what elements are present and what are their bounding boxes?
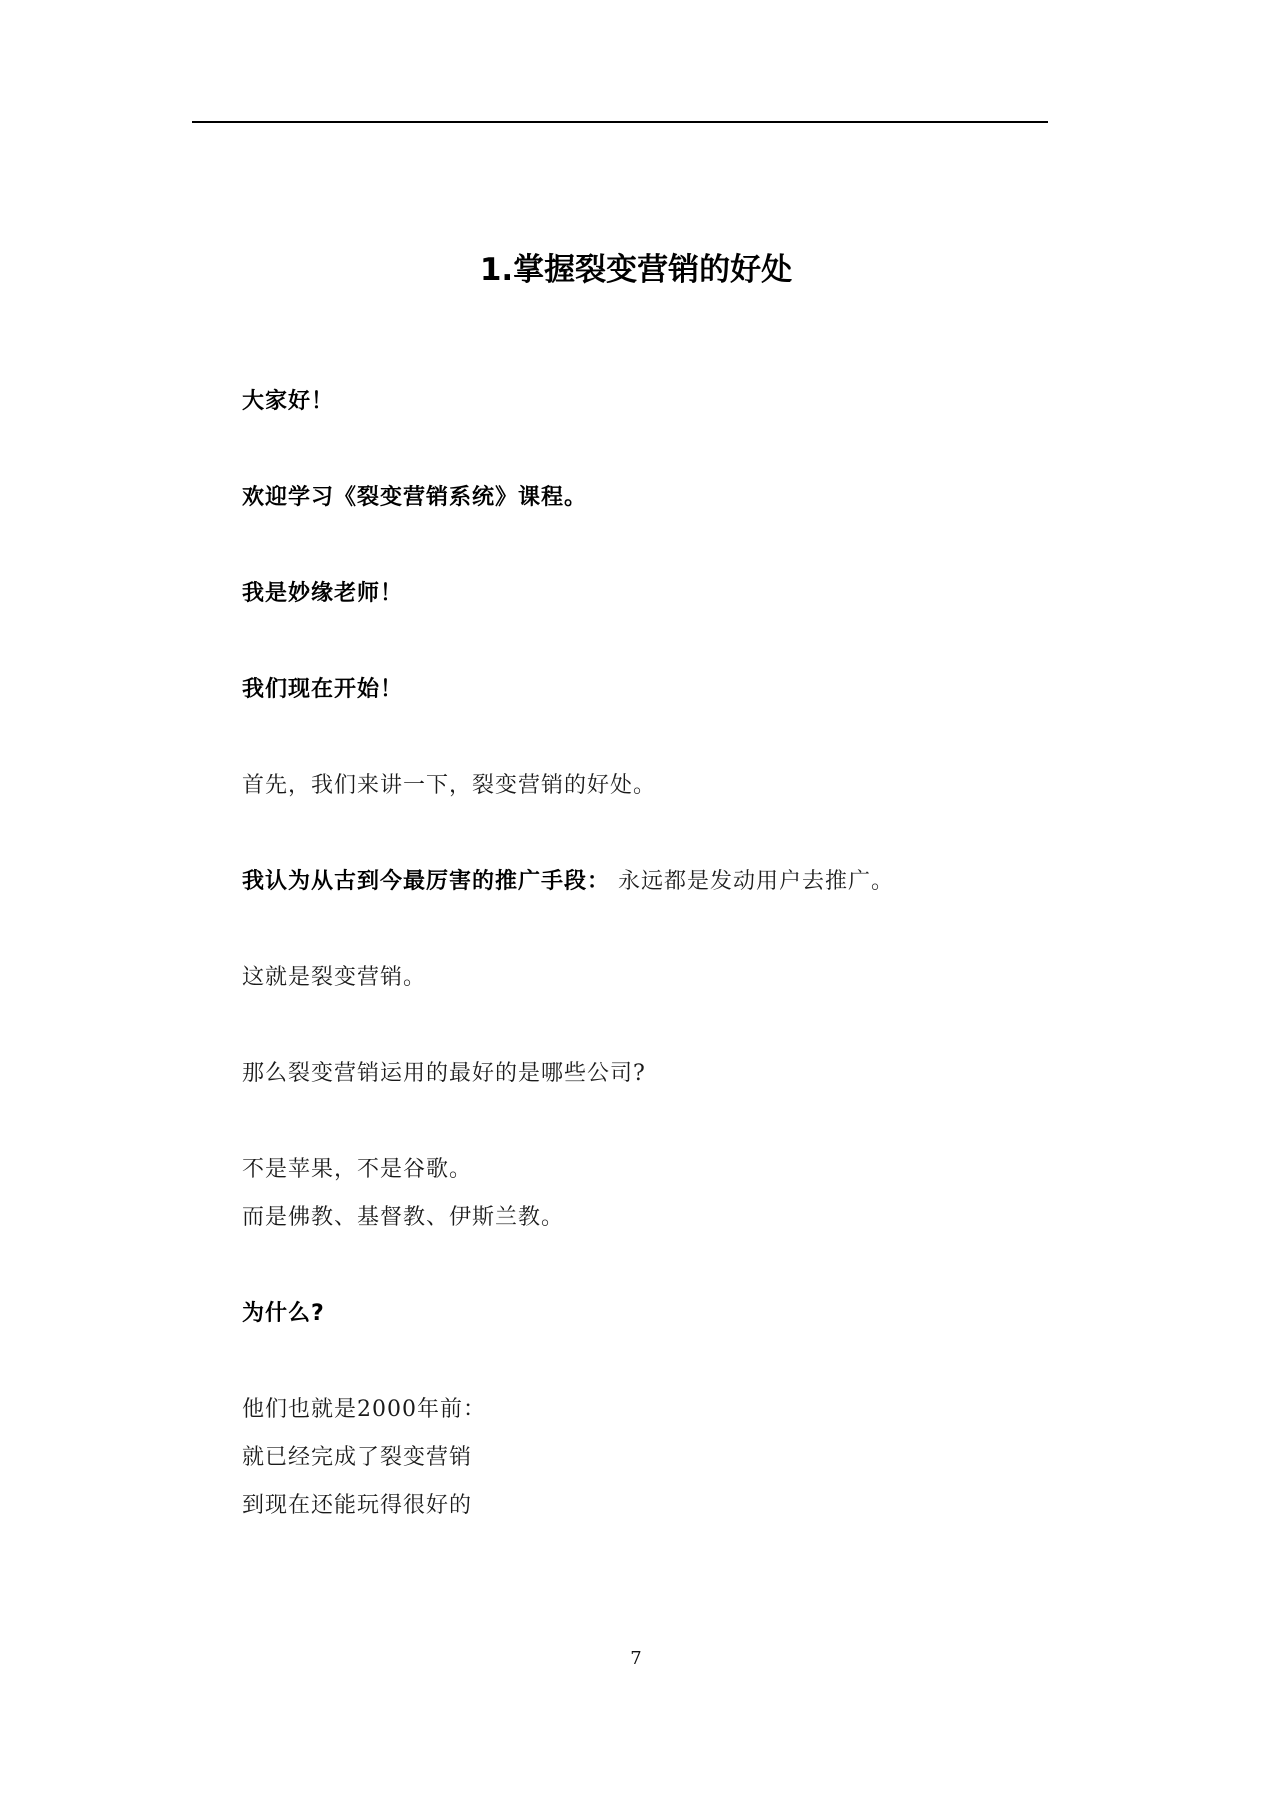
definition-line: 这就是裂变营销。 (242, 965, 427, 990)
teacher-intro-line: 我是妙缘老师！ (242, 581, 404, 606)
section-title: 1.掌握裂变营销的好处 (479, 252, 793, 288)
start-line: 我们现在开始！ (242, 677, 404, 702)
header-rule (192, 121, 1048, 123)
page-number: 7 (630, 1648, 642, 1669)
intro-benefits-line: 首先，我们来讲一下，裂变营销的好处。 (242, 773, 657, 798)
question-companies-line: 那么裂变营销运用的最好的是哪些公司? (242, 1061, 646, 1086)
why-line: 为什么? (242, 1301, 325, 1326)
promotion-method-regular: 永远都是发动用户去推广。 (610, 869, 895, 894)
history-line-3: 到现在还能玩得很好的 (242, 1493, 473, 1518)
promotion-method-bold: 我认为从古到今最厉害的推广手段： (242, 869, 611, 894)
welcome-line: 欢迎学习《裂变营销系统》课程。 (242, 485, 588, 510)
history-line-2: 就已经完成了裂变营销 (242, 1445, 473, 1470)
religions-line: 而是佛教、基督教、伊斯兰教。 (242, 1205, 565, 1230)
not-apple-google-line: 不是苹果，不是谷歌。 (242, 1157, 473, 1182)
promotion-method-line (242, 867, 894, 897)
greeting-line: 大家好！ (242, 389, 335, 414)
history-line-1: 他们也就是2000年前： (242, 1397, 486, 1422)
